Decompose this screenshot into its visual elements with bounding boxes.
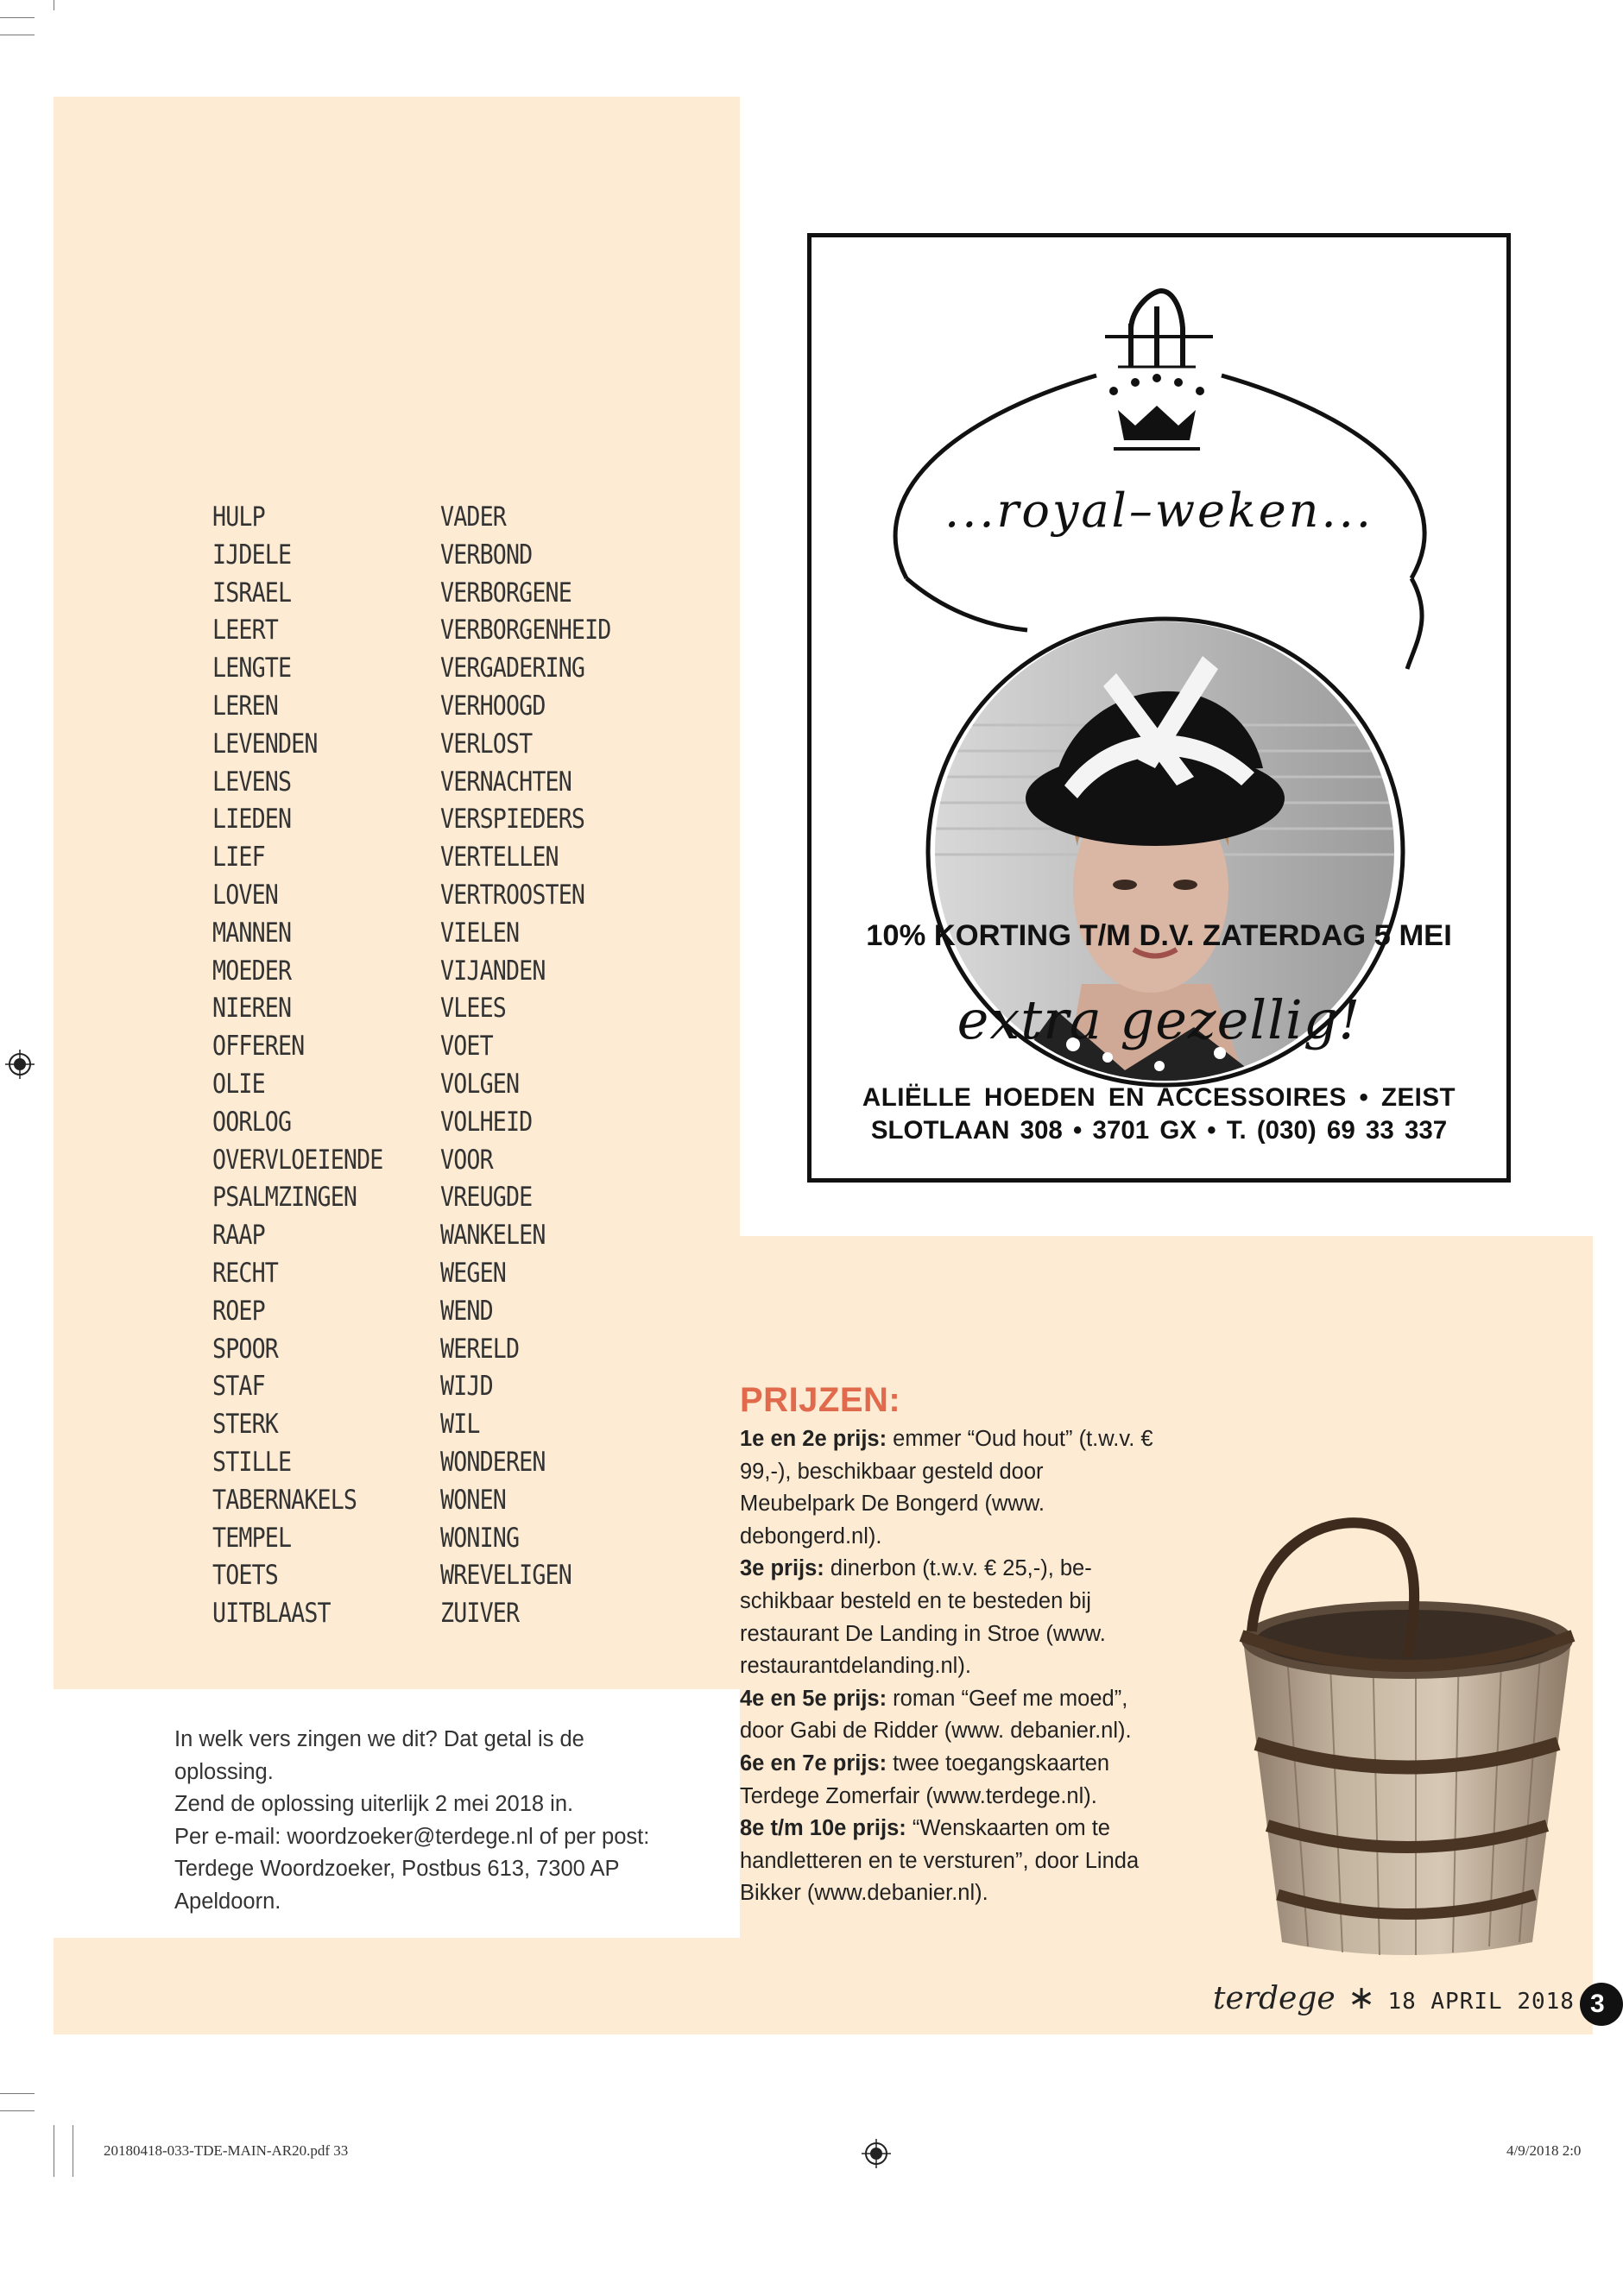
prize-item [740, 1687, 1132, 1744]
wordlist-word: OFFEREN [212, 1031, 305, 1063]
wordlist-word: VERTROOSTEN [440, 879, 585, 911]
question-line-3: Per e-mail: woordzoeker@terdege.nl of per post: Terdege Woordzoeker, Postbus 613, 7300 AP Apeldoorn. [174, 1824, 650, 1914]
wordlist-word: WREVELIGEN [440, 1560, 572, 1592]
asterisk-icon: ∗ [1348, 1980, 1375, 2016]
question-line-1: In welk vers zingen we dit? Dat getal is de oplossing. [174, 1727, 584, 1784]
prizes-list [740, 1423, 1163, 1910]
wordlist-word: VERHOOGD [440, 690, 546, 722]
wordlist-word: WEND [440, 1295, 493, 1327]
wordlist-word: IJDELE [212, 539, 292, 571]
wordlist-word: SPOOR [212, 1333, 278, 1365]
wordlist-word: HULP [212, 501, 265, 533]
wordlist-word: LEVENDEN [212, 728, 318, 760]
prize-label: 3e prijs: [740, 1556, 824, 1581]
wordlist-word: WONDEREN [440, 1446, 546, 1478]
wordlist-word: VOLGEN [440, 1068, 520, 1100]
wordlist-word: TOETS [212, 1560, 278, 1592]
page-footer [1213, 1978, 1575, 2030]
wordlist-column-2 [440, 499, 639, 1633]
wordlist-word: LEERT [212, 615, 278, 647]
print-slug: 20180418-033-TDE-MAIN-AR20.pdf 33 [104, 2142, 349, 2159]
wordlist-word: VOOR [440, 1144, 493, 1176]
wordlist-word: TABERNAKELS [212, 1484, 357, 1516]
wordlist-word: VADER [440, 501, 506, 533]
wordlist-word: STAF [212, 1371, 265, 1403]
print-date: 4/9/2018 2:0 [1506, 2142, 1582, 2159]
prize-text: twee toegangskaarten Terdege Zomerfair (www.terdege.nl). [740, 1750, 1110, 1808]
wordlist-word: ROEP [212, 1295, 265, 1327]
ad-tagline: ...royal–weken... [944, 483, 1374, 538]
prize-item [740, 1427, 1153, 1549]
wordlist-word: LIEF [212, 842, 265, 874]
prize-item [740, 1816, 1139, 1905]
wordlist-word: VERBORGENE [440, 577, 572, 609]
wordlist-word: LIEDEN [212, 804, 292, 836]
wordlist-word: WIJD [440, 1371, 493, 1403]
wordlist-word: UITBLAAST [212, 1598, 331, 1630]
wooden-bucket-photo [1209, 1502, 1588, 1968]
wordlist-word: OLIE [212, 1068, 265, 1100]
wordlist-word: ZUIVER [440, 1598, 520, 1630]
prize-label: 6e en 7e prijs: [740, 1750, 887, 1776]
wordlist-word: VLEES [440, 993, 506, 1025]
prizes-section [740, 1381, 1163, 1910]
wordlist-word: VREUGDE [440, 1182, 533, 1214]
wordlist-word: VIELEN [440, 917, 520, 949]
prize-label: 8e t/m 10e prijs: [740, 1816, 906, 1841]
prize-text: “Wenskaarten om te handletteren en te versturen”, door Linda Bikker (www.debanier.nl). [740, 1816, 1140, 1906]
wordlist-word: RAAP [212, 1220, 265, 1252]
wordlist-word: VERLOST [440, 728, 533, 760]
wordlist-word: ISRAEL [212, 577, 292, 609]
question-text [174, 1724, 658, 1918]
prize-item [740, 1751, 1109, 1808]
wordlist-word: WIL [440, 1409, 480, 1441]
ad-discount: 10% KORTING T/M D.V. ZATERDAG 5 MEI [866, 919, 1452, 952]
wordlist-word: VERBOND [440, 539, 533, 571]
wordlist-word: STERK [212, 1409, 278, 1441]
wordlist-word: TEMPEL [212, 1522, 292, 1554]
crop-mark [0, 2110, 35, 2111]
question-box [54, 1689, 684, 1938]
wordlist-word: LEREN [212, 690, 278, 722]
wordlist-word: VERBORGENHEID [440, 615, 611, 647]
wordlist-word: MANNEN [212, 917, 292, 949]
wordlist-word: VERNACHTEN [440, 766, 572, 798]
wordlist-word: LEVENS [212, 766, 292, 798]
registration-mark-icon [862, 2139, 891, 2168]
wordlist-word: VERGADERING [440, 653, 585, 684]
prize-text: dinerbon (t.w.v. € 25,-), be- schikbaar besteld en te besteden bij restaurant De Landing in Stroe (www. restaurantdelanding.nl). [740, 1556, 1106, 1679]
wordlist-word: WANKELEN [440, 1220, 546, 1252]
wordlist-word: WERELD [440, 1333, 520, 1365]
wordlist-word: RECHT [212, 1257, 278, 1289]
page-number: 3 [1580, 1983, 1623, 2026]
prize-text: roman “Geef me moed”, door Gabi de Ridder (www. debanier.nl). [740, 1686, 1132, 1744]
wordlist-word: STILLE [212, 1446, 292, 1478]
prize-label: 4e en 5e prijs: [740, 1686, 887, 1711]
wordlist-word: WONEN [440, 1484, 506, 1516]
wordlist-word: VOET [440, 1031, 493, 1063]
crop-mark [0, 17, 35, 18]
prize-item [740, 1556, 1106, 1678]
registration-mark-icon [5, 1050, 35, 1079]
wordlist-word: VOLHEID [440, 1106, 533, 1138]
advertisement[interactable] [807, 233, 1511, 1183]
ad-address-line-1: ALIËLLE HOEDEN EN ACCESSOIRES • ZEIST [862, 1083, 1456, 1112]
wordlist-word: LENGTE [212, 653, 292, 684]
bottom-strip-panel [54, 1938, 740, 2034]
ad-script-text: extra gezellig! [957, 988, 1361, 1051]
wordlist-word: WONING [440, 1522, 520, 1554]
wordlist-word: WEGEN [440, 1257, 506, 1289]
prizes-heading: PRIJZEN: [740, 1381, 901, 1419]
wordlist-word: OORLOG [212, 1106, 292, 1138]
prize-text: emmer “Oud hout” (t.w.v. € 99,-), beschikbaar gesteld door Meubelpark De Bongerd (www. debongerd.nl). [740, 1427, 1153, 1549]
wordlist-word: PSALMZINGEN [212, 1182, 357, 1214]
footer-brand: terdege [1213, 1981, 1336, 2016]
wordlist-word: MOEDER [212, 955, 292, 987]
wordlist-word: OVERVLOEIENDE [212, 1144, 383, 1176]
wordlist-word: NIEREN [212, 993, 292, 1025]
crop-mark [0, 2093, 35, 2094]
wordlist-word: VIJANDEN [440, 955, 546, 987]
wordlist-word: LOVEN [212, 879, 278, 911]
wordlist-column-1 [212, 499, 411, 1633]
footer-date: 18 APRIL 2018 [1387, 1989, 1575, 2015]
wordlist-word: VERSPIEDERS [440, 804, 585, 836]
wordlist-word: VERTELLEN [440, 842, 559, 874]
question-line-2: Zend de oplossing uiterlijk 2 mei 2018 in. [174, 1792, 574, 1816]
ad-address-line-2: SLOTLAAN 308 • 3701 GX • T. (030) 69 33 337 [870, 1116, 1448, 1145]
prize-label: 1e en 2e prijs: [740, 1427, 887, 1451]
